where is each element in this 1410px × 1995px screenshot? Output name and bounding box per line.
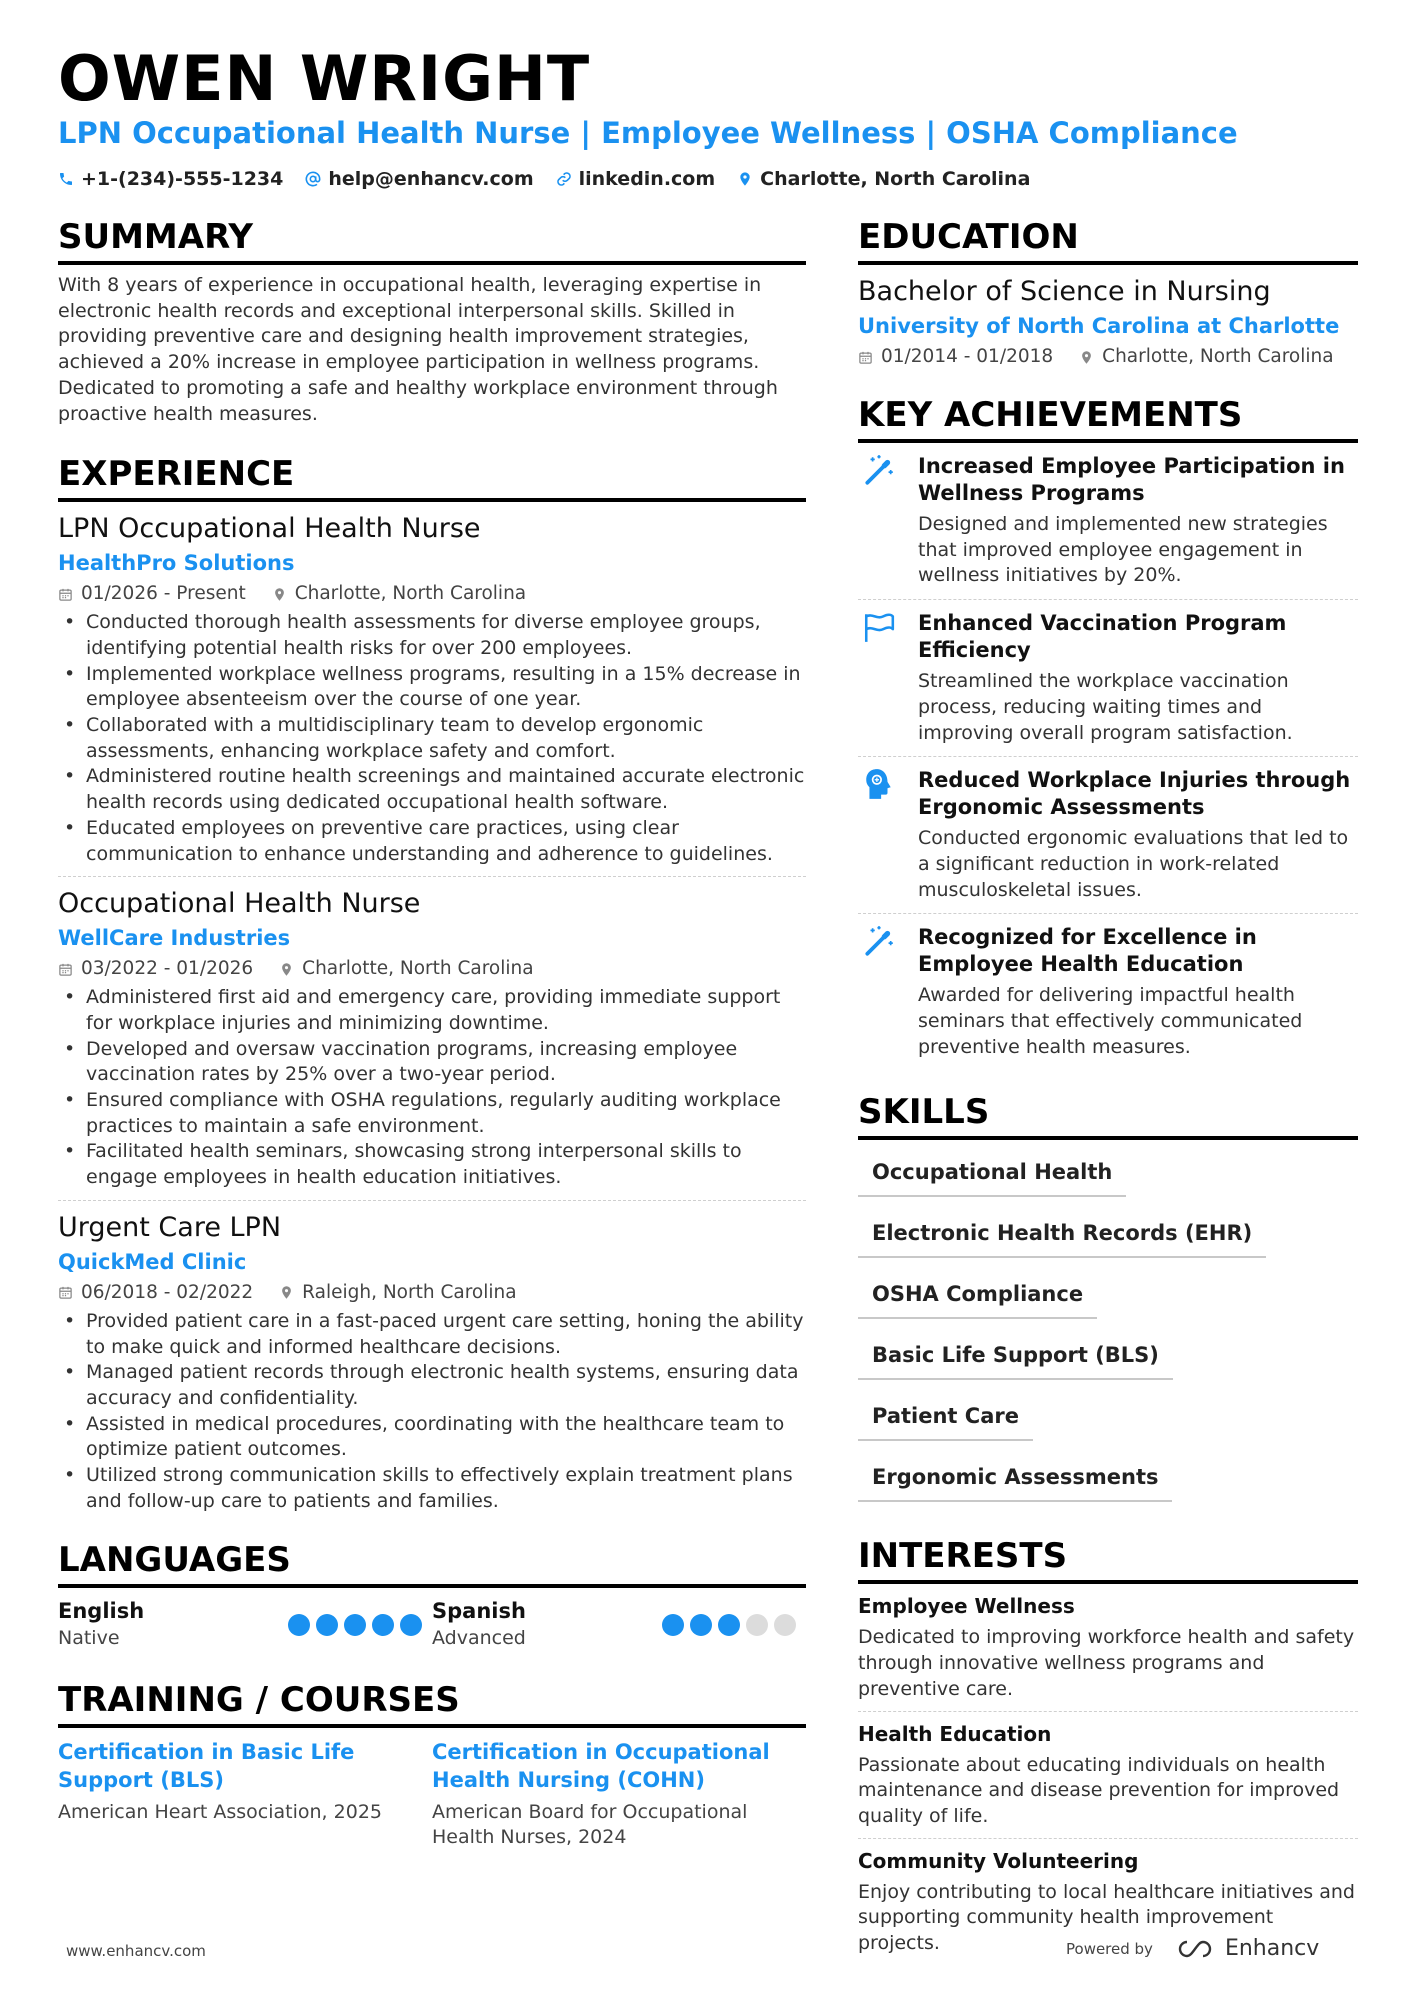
job-bullets xyxy=(58,1309,806,1515)
job-bullet: • Administered first aid and emergency care, providing immediate support for workplace injuries and minimizing downtime. xyxy=(58,985,806,1036)
skill-tag: Occupational Health xyxy=(858,1148,1126,1197)
achievement-item xyxy=(858,443,1358,599)
job-dates: 03/2022 - 01/2026 xyxy=(81,958,254,980)
location-pin-icon xyxy=(272,587,287,602)
courses-list xyxy=(58,1738,806,1851)
at-sign-icon xyxy=(305,171,321,187)
enhancv-logo-icon xyxy=(1173,1938,1217,1960)
languages-title: LANGUAGES xyxy=(58,1538,806,1588)
magic-wand-icon xyxy=(862,453,896,487)
course-item xyxy=(58,1738,432,1851)
rating-dot-filled xyxy=(690,1614,712,1636)
location-pin-icon xyxy=(737,171,753,187)
interests-section xyxy=(858,1534,1358,1964)
job-meta xyxy=(58,580,806,608)
rating-dot-filled xyxy=(718,1614,740,1636)
rating-dot-filled xyxy=(662,1614,684,1636)
job-title: Occupational Health Nurse xyxy=(58,888,421,920)
job-entry xyxy=(58,1200,806,1524)
contact-email[interactable] xyxy=(305,168,533,190)
achievements-section xyxy=(858,393,1358,1070)
job-entry xyxy=(58,502,806,876)
job-bullet: • Collaborated with a multidisciplinary team to develop ergonomic assessments, enhancing workplace safety and comfort. xyxy=(58,713,806,764)
job-meta xyxy=(58,955,806,983)
company-name: HealthPro Solutions xyxy=(58,551,295,576)
interest-desc: Passionate about educating individuals on health maintenance and disease prevention for improved quality of life. xyxy=(858,1753,1340,1827)
education-title: EDUCATION xyxy=(858,215,1358,265)
course-title: Certification in Occupational Health Nursing (COHN) xyxy=(432,1739,770,1792)
magic-wand-icon xyxy=(862,924,896,958)
course-org: American Heart Association, 2025 xyxy=(58,1800,382,1823)
skill-tag: Patient Care xyxy=(858,1392,1033,1441)
summary-text: With 8 years of experience in occupational health, leveraging expertise in electronic health records and exceptional interpersonal skills. Skilled in providing preventive care and designing health improvement strategies, achieved a 20% increase in employee participation in wellness programs. Dedicated to promoting a safe and healthy workplace environment through proactive health measures. xyxy=(58,274,778,425)
achievement-desc: Awarded for delivering impactful health seminars that effectively communicated preventive health measures. xyxy=(918,984,1303,1058)
calendar-icon xyxy=(58,1285,73,1300)
job-meta xyxy=(58,1279,806,1307)
flag-icon xyxy=(862,610,896,644)
language-rating xyxy=(662,1614,796,1636)
head-brain-icon xyxy=(862,767,896,801)
location-pin-icon xyxy=(1079,350,1094,365)
job-bullet: • Ensured compliance with OSHA regulations, regularly auditing workplace practices to maintain a safe environment. xyxy=(58,1088,806,1139)
job-bullet: • Developed and oversaw vaccination programs, increasing employee vaccination rates by 25% over a two-year period. xyxy=(58,1037,806,1088)
course-org: American Board for Occupational Health Nurses, 2024 xyxy=(432,1800,748,1849)
rating-dot-empty xyxy=(774,1614,796,1636)
linkedin-text: linkedin.com xyxy=(578,168,716,190)
location-pin-icon xyxy=(279,1285,294,1300)
languages-section xyxy=(58,1538,806,1652)
enhancv-logo[interactable] xyxy=(1173,1936,1319,1961)
powered-by-text: Powered by xyxy=(1066,1939,1153,1958)
interests-title: INTERESTS xyxy=(858,1534,1358,1584)
calendar-icon xyxy=(58,587,73,602)
candidate-headline: LPN Occupational Health Nurse | Employee Wellness | OSHA Compliance xyxy=(58,116,1238,150)
education-section xyxy=(858,215,1358,371)
job-bullet: • Managed patient records through electronic health systems, ensuring data accuracy and confidentiality. xyxy=(58,1360,806,1411)
achievements-title: KEY ACHIEVEMENTS xyxy=(858,393,1358,443)
job-bullet: • Assisted in medical procedures, coordinating with the healthcare team to optimize patient outcomes. xyxy=(58,1412,806,1463)
achievement-desc: Conducted ergonomic evaluations that led to a significant reduction in work-related musculoskeletal issues. xyxy=(918,827,1349,901)
language-level: Native xyxy=(58,1626,120,1649)
experience-section xyxy=(58,452,806,1523)
right-column xyxy=(858,215,1358,1965)
company-name: QuickMed Clinic xyxy=(58,1249,247,1274)
school-name: University of North Carolina at Charlotte xyxy=(858,314,1340,338)
rating-dot-filled xyxy=(372,1614,394,1636)
job-bullet: • Provided patient care in a fast-paced urgent care setting, honing the ability to make quick and informed healthcare decisions. xyxy=(58,1309,806,1360)
phone-icon xyxy=(58,171,74,187)
language-item xyxy=(58,1598,432,1652)
calendar-icon xyxy=(58,962,73,977)
achievement-title: Increased Employee Participation in Wellness Programs xyxy=(918,454,1345,505)
email-text: help@enhancv.com xyxy=(328,168,534,190)
job-bullets xyxy=(58,610,806,867)
interest-title: Community Volunteering xyxy=(858,1848,1139,1873)
job-dates: 06/2018 - 02/2022 xyxy=(81,1281,254,1303)
interest-item xyxy=(858,1711,1358,1838)
language-name: English xyxy=(58,1598,145,1623)
achievement-desc: Streamlined the workplace vaccination process, reducing waiting times and improving overall program satisfaction. xyxy=(918,670,1293,744)
job-bullet: • Facilitated health seminars, showcasing strong interpersonal skills to engage employees in health education initiatives. xyxy=(58,1139,806,1190)
job-bullet: • Implemented workplace wellness programs, resulting in a 15% decrease in employee absenteeism over the course of one year. xyxy=(58,662,806,713)
company-name: WellCare Industries xyxy=(58,926,291,951)
left-column xyxy=(58,215,806,1851)
interest-desc: Enjoy contributing to local healthcare initiatives and supporting community health improvement projects. xyxy=(858,1880,1355,1955)
rating-dot-filled xyxy=(288,1614,310,1636)
footer-branding xyxy=(1066,1936,1319,1961)
brand-name: Enhancv xyxy=(1224,1936,1320,1961)
location-text: Charlotte, North Carolina xyxy=(760,168,1031,190)
skills-list xyxy=(858,1148,1358,1514)
contact-phone[interactable] xyxy=(58,168,283,190)
language-item xyxy=(432,1598,806,1652)
job-location: Charlotte, North Carolina xyxy=(294,583,527,605)
skill-tag: Basic Life Support (BLS) xyxy=(858,1331,1173,1380)
skills-title: SKILLS xyxy=(858,1090,1358,1140)
achievement-title: Recognized for Excellence in Employee Health Education xyxy=(918,925,1257,977)
skill-tag: Ergonomic Assessments xyxy=(858,1453,1172,1502)
job-dates: 01/2026 - Present xyxy=(81,583,246,605)
interest-desc: Dedicated to improving workforce health and safety through innovative wellness programs and preventive care. xyxy=(858,1626,1355,1700)
training-section xyxy=(58,1678,806,1851)
rating-dot-empty xyxy=(746,1614,768,1636)
interest-item xyxy=(858,1584,1358,1710)
job-title: Urgent Care LPN xyxy=(58,1211,282,1243)
job-entry xyxy=(58,876,806,1200)
rating-dot-filled xyxy=(344,1614,366,1636)
language-level: Advanced xyxy=(432,1626,526,1649)
job-location: Raleigh, North Carolina xyxy=(302,1281,517,1303)
job-bullet: • Educated employees on preventive care practices, using clear communication to enhance understanding and adherence to guidelines. xyxy=(58,816,806,867)
education-location: Charlotte, North Carolina xyxy=(1102,346,1334,367)
achievement-item xyxy=(858,756,1358,913)
summary-title: SUMMARY xyxy=(58,215,806,265)
degree: Bachelor of Science in Nursing xyxy=(858,276,1271,307)
education-dates: 01/2014 - 01/2018 xyxy=(881,346,1054,367)
education-meta xyxy=(858,343,1358,371)
interest-title: Employee Wellness xyxy=(858,1594,1075,1619)
job-bullet: • Conducted thorough health assessments for diverse employee groups, identifying potential health risks for over 200 employees. xyxy=(58,610,806,661)
location-pin-icon xyxy=(279,962,294,977)
achievement-desc: Designed and implemented new strategies that improved employee engagement in wellness initiatives by 20%. xyxy=(918,513,1328,587)
achievement-title: Reduced Workplace Injuries through Ergonomic Assessments xyxy=(918,768,1351,820)
candidate-name: OWEN WRIGHT xyxy=(58,42,591,115)
link-icon xyxy=(556,171,572,187)
phone-text: +1-(234)-555-1234 xyxy=(81,168,284,190)
job-bullet: • Administered routine health screenings and maintained accurate electronic health records using dedicated occupational health software. xyxy=(58,764,806,815)
footer-website[interactable]: www.enhancv.com xyxy=(66,1942,206,1960)
contact-linkedin[interactable] xyxy=(556,168,716,190)
achievement-item xyxy=(858,599,1358,756)
achievement-title: Enhanced Vaccination Program Efficiency xyxy=(918,611,1287,663)
skill-tag: Electronic Health Records (EHR) xyxy=(858,1209,1266,1258)
training-title: TRAINING / COURSES xyxy=(58,1678,806,1728)
interest-title: Health Education xyxy=(858,1721,1052,1746)
summary-section xyxy=(58,215,806,427)
languages-list xyxy=(58,1598,806,1652)
rating-dot-filled xyxy=(316,1614,338,1636)
experience-title: EXPERIENCE xyxy=(58,452,806,502)
job-bullet: • Utilized strong communication skills to effectively explain treatment plans and follow-up care to patients and families. xyxy=(58,1463,806,1514)
language-rating xyxy=(288,1614,422,1636)
course-item xyxy=(432,1738,806,1851)
language-name: Spanish xyxy=(432,1598,526,1623)
job-bullets xyxy=(58,985,806,1191)
skill-tag: OSHA Compliance xyxy=(858,1270,1097,1319)
rating-dot-filled xyxy=(400,1614,422,1636)
job-location: Charlotte, North Carolina xyxy=(302,958,534,980)
contact-bar xyxy=(58,168,1030,190)
course-title: Certification in Basic Life Support (BLS) xyxy=(58,1739,355,1792)
skills-section xyxy=(858,1090,1358,1514)
calendar-icon xyxy=(858,350,873,365)
achievement-item xyxy=(858,913,1358,1070)
job-title: LPN Occupational Health Nurse xyxy=(58,513,481,545)
contact-location xyxy=(737,168,1030,190)
